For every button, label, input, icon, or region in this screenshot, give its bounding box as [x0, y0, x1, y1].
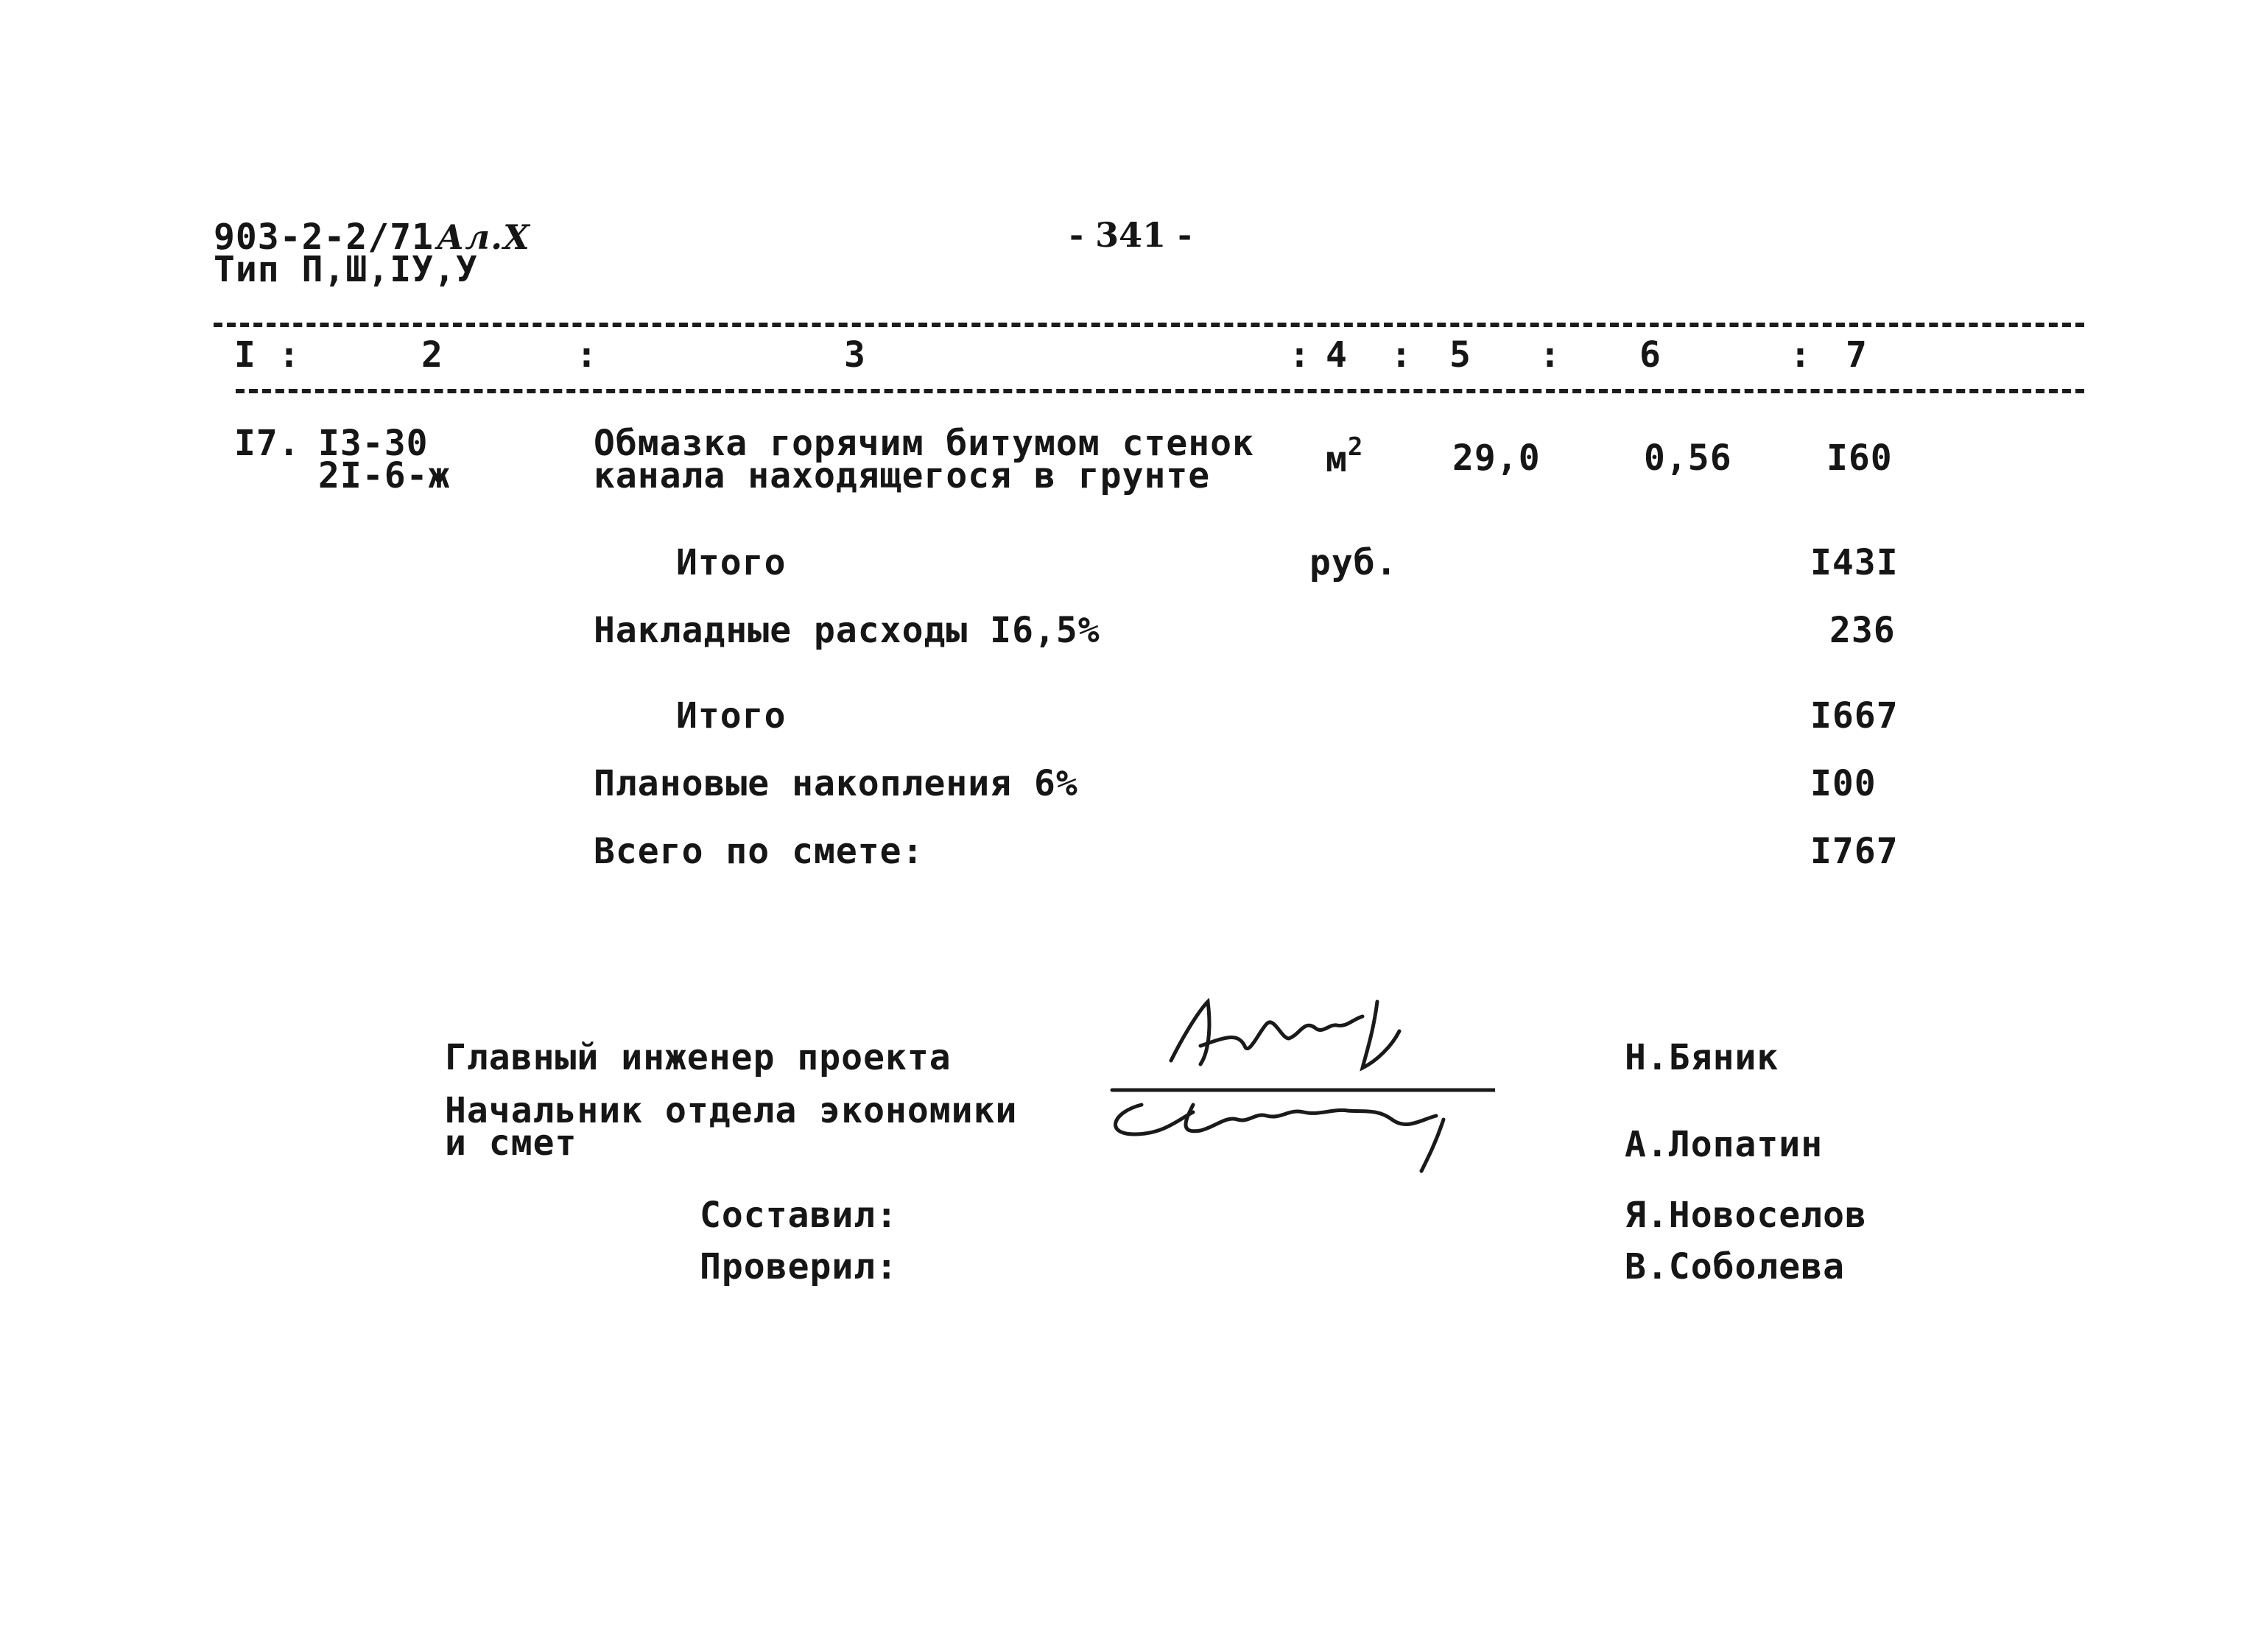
table-top-rule	[214, 323, 2084, 327]
summary-planned-savings-label: Плановые накопления 6%	[594, 763, 1078, 804]
col-2-label: 2	[421, 334, 443, 376]
col-sep: :	[1390, 334, 1413, 376]
col-sep: :	[1289, 334, 1311, 376]
row-total: I60	[1826, 437, 1893, 479]
row-code-line2: 2I-6-ж	[318, 455, 451, 496]
summary-grand-total-value: I767	[1810, 831, 1899, 872]
doc-code-suffix: Ал.Х	[436, 217, 530, 257]
row-quantity: 29,0	[1452, 437, 1541, 479]
col-sep: :	[576, 334, 598, 376]
col-sep: :	[278, 334, 300, 376]
handwritten-signature-economics-head	[1097, 1075, 1495, 1186]
signature-role-compiled: Составил:	[700, 1195, 899, 1236]
signature-role-economics-head-line2: и смет	[445, 1122, 577, 1164]
summary-subtotal-value: I43I	[1810, 542, 1899, 583]
col-sep: :	[1790, 334, 1812, 376]
summary-subtotal-label: Итого	[676, 542, 787, 583]
summary-overhead-value: 236	[1829, 610, 1896, 651]
handwritten-signature-chief-engineer	[1156, 987, 1436, 1083]
doc-type: Тип П,Ш,IУ,У	[214, 249, 478, 290]
signature-role-checked: Проверил:	[700, 1246, 899, 1287]
row-unit-base: м	[1326, 439, 1348, 480]
table-header-bottom-rule	[236, 389, 2084, 393]
row-unit-exponent: 2	[1347, 432, 1364, 462]
summary-planned-savings-value: I00	[1810, 763, 1877, 804]
col-sep: :	[1539, 334, 1561, 376]
col-5-label: 5	[1449, 334, 1471, 376]
col-7-label: 7	[1846, 334, 1868, 376]
col-6-label: 6	[1639, 334, 1662, 376]
summary-subtotal2-value: I667	[1810, 695, 1899, 737]
summary-grand-total-label: Всего по смете:	[594, 831, 924, 872]
row-description-line2: канала находящегося в грунте	[594, 455, 1211, 496]
signature-role-economics-head-line1: Начальник отдела экономики	[445, 1090, 1018, 1131]
page-number: - 341 -	[1069, 215, 1192, 255]
signature-role-chief-engineer: Главный инженер проекта	[445, 1037, 952, 1078]
col-4-label: 4	[1326, 334, 1348, 376]
signature-name-compiled: Я.Новоселов	[1625, 1195, 1867, 1236]
row-number: I7.	[234, 423, 300, 464]
signature-name-checked: В.Соболева	[1625, 1246, 1845, 1287]
row-unit	[1326, 432, 1364, 480]
row-price: 0,56	[1644, 437, 1732, 479]
summary-overhead-label: Накладные расходы I6,5%	[594, 610, 1100, 651]
col-1-label: I	[234, 334, 256, 376]
summary-subtotal-unit: руб.	[1309, 542, 1398, 583]
row-code-line1: I3-30	[318, 423, 429, 464]
row-description-line1: Обмазка горячим битумом стенок	[594, 423, 1254, 464]
col-3-label: 3	[844, 334, 866, 376]
signature-name-chief-engineer: Н.Бяник	[1625, 1037, 1779, 1078]
doc-code-number: 903-2-2/71	[214, 217, 434, 258]
signature-name-economics-head: А.Лопатин	[1625, 1124, 1824, 1165]
summary-subtotal2-label: Итого	[676, 695, 787, 737]
